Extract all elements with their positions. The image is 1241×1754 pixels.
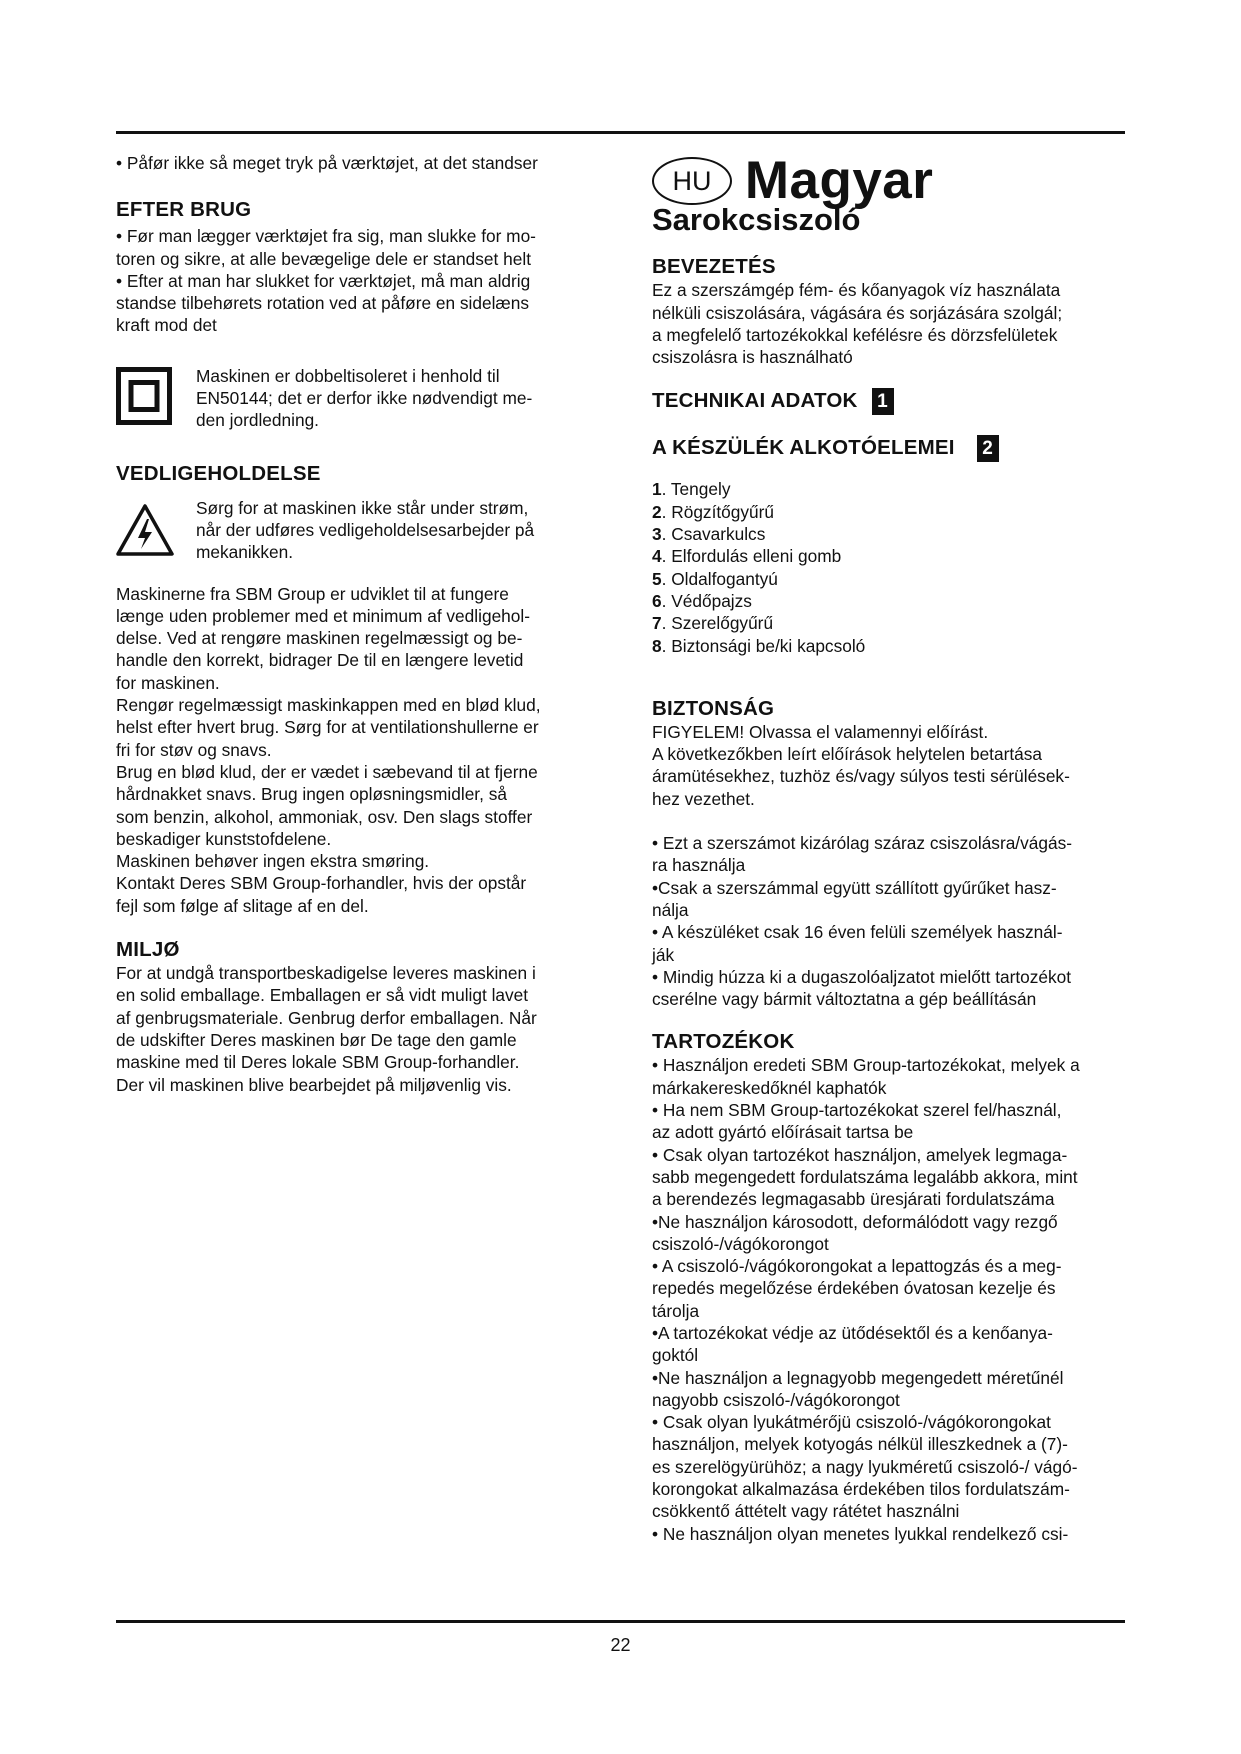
text-line: Rengør regelmæssigt maskinkappen med en blød klud, bbox=[116, 695, 541, 716]
text-line: nélküli csiszolására, vágására és sorjázására szolgál; bbox=[652, 302, 1063, 323]
text-line: es szerelögyürühöz; a nagy lyukméretű csiszoló-/ vágó- bbox=[652, 1456, 1078, 1477]
text-line: •Csak a szerszámmal együtt szállított gyűrűket hasz- bbox=[652, 877, 1057, 898]
double-insulation-block bbox=[116, 365, 588, 432]
right-column bbox=[652, 150, 1125, 1545]
technikai-heading-row bbox=[652, 388, 1125, 415]
text-line: • A csiszoló-/vágókorongokat a lepattogzás és a meg- bbox=[652, 1256, 1062, 1277]
text-line: hez vezethet. bbox=[652, 788, 755, 809]
text-line: maskine med til Deres lokale SBM Group-forhandler. bbox=[116, 1052, 520, 1073]
text-line: en solid emballage. Emballagen er så vidt muligt lavet bbox=[116, 985, 529, 1006]
text-line: •Ne használjon károsodott, deformálódott vagy rezgő bbox=[652, 1211, 1058, 1232]
text-line: For at undgå transportbeskadigelse leveres maskinen i bbox=[116, 963, 536, 984]
list-item: 1. Tengely bbox=[652, 479, 731, 500]
vedligeholdelse-body bbox=[116, 583, 588, 917]
warning-block bbox=[116, 497, 588, 564]
text-line: • Før man lægger værktøjet fra sig, man slukke for mo- bbox=[116, 226, 536, 247]
text-line: længe uden problemer med et minimum af vedligehol- bbox=[116, 605, 530, 626]
double-insulation-text bbox=[196, 365, 588, 432]
text-line: nálja bbox=[652, 899, 689, 920]
text-line: cserélne vagy bármit változtatna a gép beállításán bbox=[652, 989, 1037, 1010]
text-line: Brug en blød klud, der er vædet i sæbevand til at fjerne bbox=[116, 761, 538, 782]
tartozekok-heading: TARTOZÉKOK bbox=[652, 1030, 795, 1054]
text-line: az adott gyártó előírásait tartsa be bbox=[652, 1122, 914, 1143]
text-line: tárolja bbox=[652, 1300, 700, 1321]
figure-ref-marker: 2 bbox=[977, 435, 999, 462]
top-rule bbox=[116, 131, 1125, 134]
text-line: áramütésekhez, tuzhöz és/vagy súlyos testi sérülések- bbox=[652, 766, 1070, 787]
vedligeholdelse-heading: VEDLIGEHOLDELSE bbox=[116, 461, 321, 485]
double-square-icon bbox=[116, 365, 196, 430]
text-line: • Efter at man har slukket for værktøjet, må man aldrig bbox=[116, 270, 531, 291]
text-line: márkakereskedőknél kaphatók bbox=[652, 1077, 887, 1098]
text-line: for maskinen. bbox=[116, 672, 220, 693]
text-line: delse. Ved at rengøre maskinen regelmæssigt og be- bbox=[116, 628, 523, 649]
text-line: • Ne használjon olyan menetes lyukkal rendelkező csi- bbox=[652, 1523, 1069, 1544]
text-line: ják bbox=[652, 944, 675, 965]
text-line: a berendezés legmagasabb üresjárati fordulatszáma bbox=[652, 1189, 1055, 1210]
text-line: standse tilbehørets rotation ved at påføre en sidelæns bbox=[116, 293, 530, 314]
text-line: mekanikken. bbox=[196, 542, 294, 563]
text-line: • Ezt a szerszámot kizárólag száraz csiszolásra/vágás- bbox=[652, 833, 1072, 854]
efter-brug-body bbox=[116, 225, 588, 336]
left-column bbox=[116, 152, 588, 1096]
component-list bbox=[652, 478, 1125, 656]
efter-brug-heading: EFTER BRUG bbox=[116, 198, 252, 222]
text-line: Maskinerne fra SBM Group er udviklet til at fungere bbox=[116, 583, 509, 604]
document-title: Sarokcsiszoló bbox=[652, 202, 861, 237]
biztonsag-heading: BIZTONSÁG bbox=[652, 696, 775, 720]
list-item: 6. Védőpajzs bbox=[652, 590, 752, 611]
list-item: 8. Biztonsági be/ki kapcsoló bbox=[652, 635, 866, 656]
list-item: 2. Rögzítőgyűrű bbox=[652, 501, 775, 522]
text-line: handle den korrekt, bidrager De til en længere levetid bbox=[116, 650, 524, 671]
text-line: af genbrugsmateriale. Genbrug derfor emballagen. Når bbox=[116, 1007, 537, 1028]
text-line: csiszoló-/vágókorongot bbox=[652, 1233, 829, 1254]
text-line: Maskinen er dobbeltisoleret i henhold til bbox=[196, 365, 500, 386]
alkotoelemei-heading-row bbox=[652, 435, 1125, 462]
text-line: • Csak olyan lyukátmérőjü csiszoló-/vágókorongokat bbox=[652, 1412, 1051, 1433]
text-line: fri for støv og snavs. bbox=[116, 739, 272, 760]
text-line: a megfelelő tartozékokkal kefélésre és dörzsfelületek bbox=[652, 324, 1058, 345]
list-item: 3. Csavarkulcs bbox=[652, 524, 766, 545]
text-line: korongokat alkalmazása érdekében tilos fordulatszám- bbox=[652, 1479, 1070, 1500]
bevezetes-heading: BEVEZETÉS bbox=[652, 255, 776, 279]
text-line: sabb megengedett fordulatszáma legalább akkora, mint bbox=[652, 1166, 1078, 1187]
text-line: beskadiger kunststofdelene. bbox=[116, 828, 332, 849]
tartozekok-body bbox=[652, 1054, 1125, 1545]
miljo-body bbox=[116, 962, 588, 1096]
text-line: csökkentő áttételt vagy rátétet használni bbox=[652, 1501, 960, 1522]
text-line: FIGYELEM! Olvassa el valamennyi előírást. bbox=[652, 721, 989, 742]
warning-text bbox=[196, 497, 588, 564]
text-line: nagyobb csiszoló-/vágókorongot bbox=[652, 1389, 900, 1410]
text-line: ra használja bbox=[652, 855, 746, 876]
text-line: kraft mod det bbox=[116, 315, 217, 336]
technikai-heading: TECHNIKAI ADATOK bbox=[652, 389, 858, 413]
text-line: •Ne használjon a legnagyobb megengedett méretűnél bbox=[652, 1367, 1064, 1388]
text-line: som benzin, alkohol, ammoniak, osv. Den slags stoffer bbox=[116, 806, 533, 827]
bottom-rule bbox=[116, 1620, 1125, 1623]
text-line: Maskinen behøver ingen ekstra smøring. bbox=[116, 851, 430, 872]
text-line: Der vil maskinen blive bearbejdet på miljøvenlig vis. bbox=[116, 1074, 512, 1095]
text-line: de udskifter Deres maskinen bør De tage den gamle bbox=[116, 1029, 517, 1050]
text-line: • Ha nem SBM Group-tartozékokat szerel fel/használ, bbox=[652, 1100, 1062, 1121]
miljo-heading: MILJØ bbox=[116, 938, 180, 962]
intro-bullet: • Påfør ikke så meget tryk på værktøjet, at det standser bbox=[116, 153, 538, 173]
language-code-badge: HU bbox=[652, 157, 732, 205]
biztonsag-body bbox=[652, 721, 1125, 810]
text-line: fejl som følge af slitage af en del. bbox=[116, 895, 369, 916]
text-line: når der udføres vedligeholdelsesarbejder på bbox=[196, 519, 535, 540]
language-name: Magyar bbox=[744, 150, 934, 210]
text-line: • A készüléket csak 16 éven felüli személyek használ- bbox=[652, 922, 1063, 943]
text-line: A következőkben leírt előírások helytelen betartása bbox=[652, 744, 1043, 765]
text-line: használjon, melyek kotyogás nélkül illeszkednek a (7)- bbox=[652, 1434, 1068, 1455]
text-line: EN50144; det er derfor ikke nødvendigt me- bbox=[196, 388, 533, 409]
electric-warning-icon bbox=[116, 497, 196, 561]
bevezetes-body bbox=[652, 279, 1125, 368]
figure-ref-marker: 1 bbox=[872, 388, 894, 415]
text-line: • Csak olyan tartozékot használjon, amelyek legmaga- bbox=[652, 1144, 1068, 1165]
text-line: • Használjon eredeti SBM Group-tartozékokat, melyek a bbox=[652, 1055, 1080, 1076]
text-line: helst efter hvert brug. Sørg for at ventilationshullerne er bbox=[116, 717, 539, 738]
text-line: csiszolásra is használható bbox=[652, 347, 853, 368]
text-line: • Mindig húzza ki a dugaszolóaljzatot mielőtt tartozékot bbox=[652, 966, 1072, 987]
text-line: repedés megelőzése érdekében óvatosan kezelje és bbox=[652, 1278, 1056, 1299]
list-item: 4. Elfordulás elleni gomb bbox=[652, 546, 842, 567]
text-line: Ez a szerszámgép fém- és kőanyagok víz használata bbox=[652, 280, 1061, 301]
text-line: goktól bbox=[652, 1345, 699, 1366]
list-item: 7. Szerelőgyűrű bbox=[652, 613, 774, 634]
text-line: Kontakt Deres SBM Group-forhandler, hvis der opstår bbox=[116, 873, 527, 894]
text-line: •A tartozékokat védje az ütődésektől és a kenőanya- bbox=[652, 1322, 1053, 1343]
alkotoelemei-heading: A KÉSZÜLÉK ALKOTÓELEMEI bbox=[652, 436, 955, 460]
text-line: Sørg for at maskinen ikke står under strøm, bbox=[196, 497, 529, 518]
list-item: 5. Oldalfogantyú bbox=[652, 568, 778, 589]
text-line: den jordledning. bbox=[196, 410, 319, 431]
language-header bbox=[652, 150, 1125, 210]
page-number: 22 bbox=[610, 1635, 631, 1655]
text-line: hårdnakket snavs. Brug ingen opløsningsmidler, så bbox=[116, 784, 507, 805]
text-line: toren og sikre, at alle bevægelige dele er standset helt bbox=[116, 248, 532, 269]
biztonsag-bullets bbox=[652, 832, 1125, 1010]
